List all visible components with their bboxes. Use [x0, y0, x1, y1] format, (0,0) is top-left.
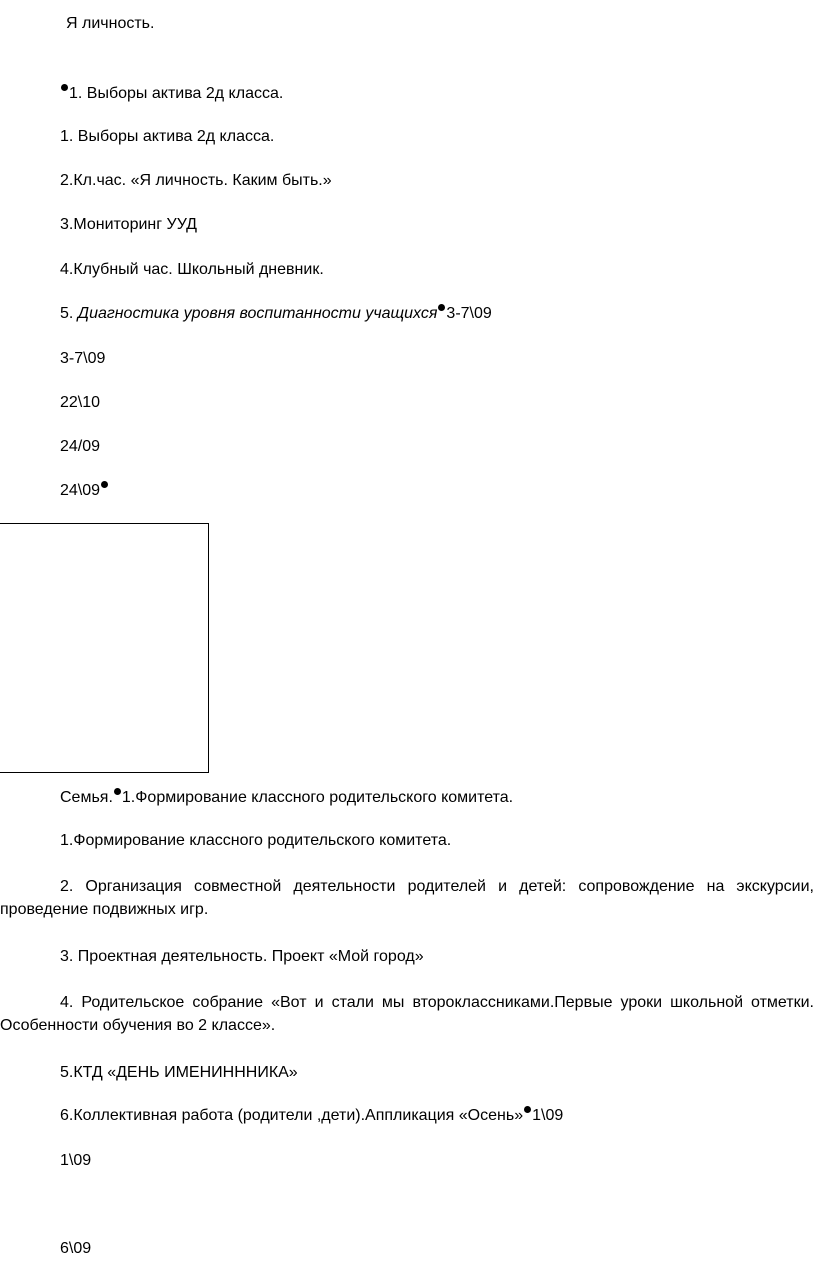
list-item: 5.КТД «ДЕНЬ ИМЕНИНННИКА»	[60, 1064, 298, 1081]
list-item-paragraph: 4. Родительское собрание «Вот и стали мы второклассниками.Первые уроки школьной отметки. Особенности обучения во 2 классе».	[0, 994, 814, 1034]
list-item: 1.Формирование классного родительского комитета.	[60, 832, 452, 849]
bullet-icon	[114, 788, 121, 795]
list-item: 4.Клубный час. Школьный дневник.	[60, 261, 324, 278]
list-item: 3.Мониторинг УУД	[60, 216, 197, 233]
list-item: 2.Кл.час. «Я личность. Каким быть.»	[60, 172, 332, 189]
section-title-family: Семья. 1.Формирование классного родительского комитета.	[60, 789, 514, 806]
list-item-bulleted: 1. Выборы актива 2д класса.	[60, 84, 283, 104]
date-line-bulleted: 24\09	[60, 481, 109, 501]
list-item-applique: 6.Коллективная работа (родители ,дети).Аппликация «Осень» 1\09	[60, 1107, 564, 1124]
date-line: 24/09	[60, 438, 101, 455]
list-item: 3. Проектная деятельность. Проект «Мой город»	[60, 948, 424, 965]
bullet-icon	[524, 1106, 531, 1113]
bullet-icon	[438, 304, 445, 311]
date-line: 6\09	[60, 1240, 92, 1257]
empty-frame	[0, 523, 209, 773]
section-title-personality: Я личность.	[66, 15, 155, 32]
bullet-icon	[61, 84, 68, 91]
list-item: 1. Выборы актива 2д класса.	[60, 128, 275, 145]
date-line: 22\10	[60, 394, 101, 411]
bullet-icon	[101, 481, 108, 488]
italic-text: Диагностика уровня воспитанности учащихся	[77, 305, 438, 322]
date-line: 3-7\09	[60, 350, 106, 367]
list-item-diagnostics: 5. Диагностика уровня воспитанности учащихся 3-7\09	[60, 305, 492, 322]
list-item-paragraph: 2. Организация совместной деятельности родителей и детей: сопровождение на экскурсии, проведение подвижных игр.	[0, 878, 814, 918]
date-line: 1\09	[60, 1152, 92, 1169]
